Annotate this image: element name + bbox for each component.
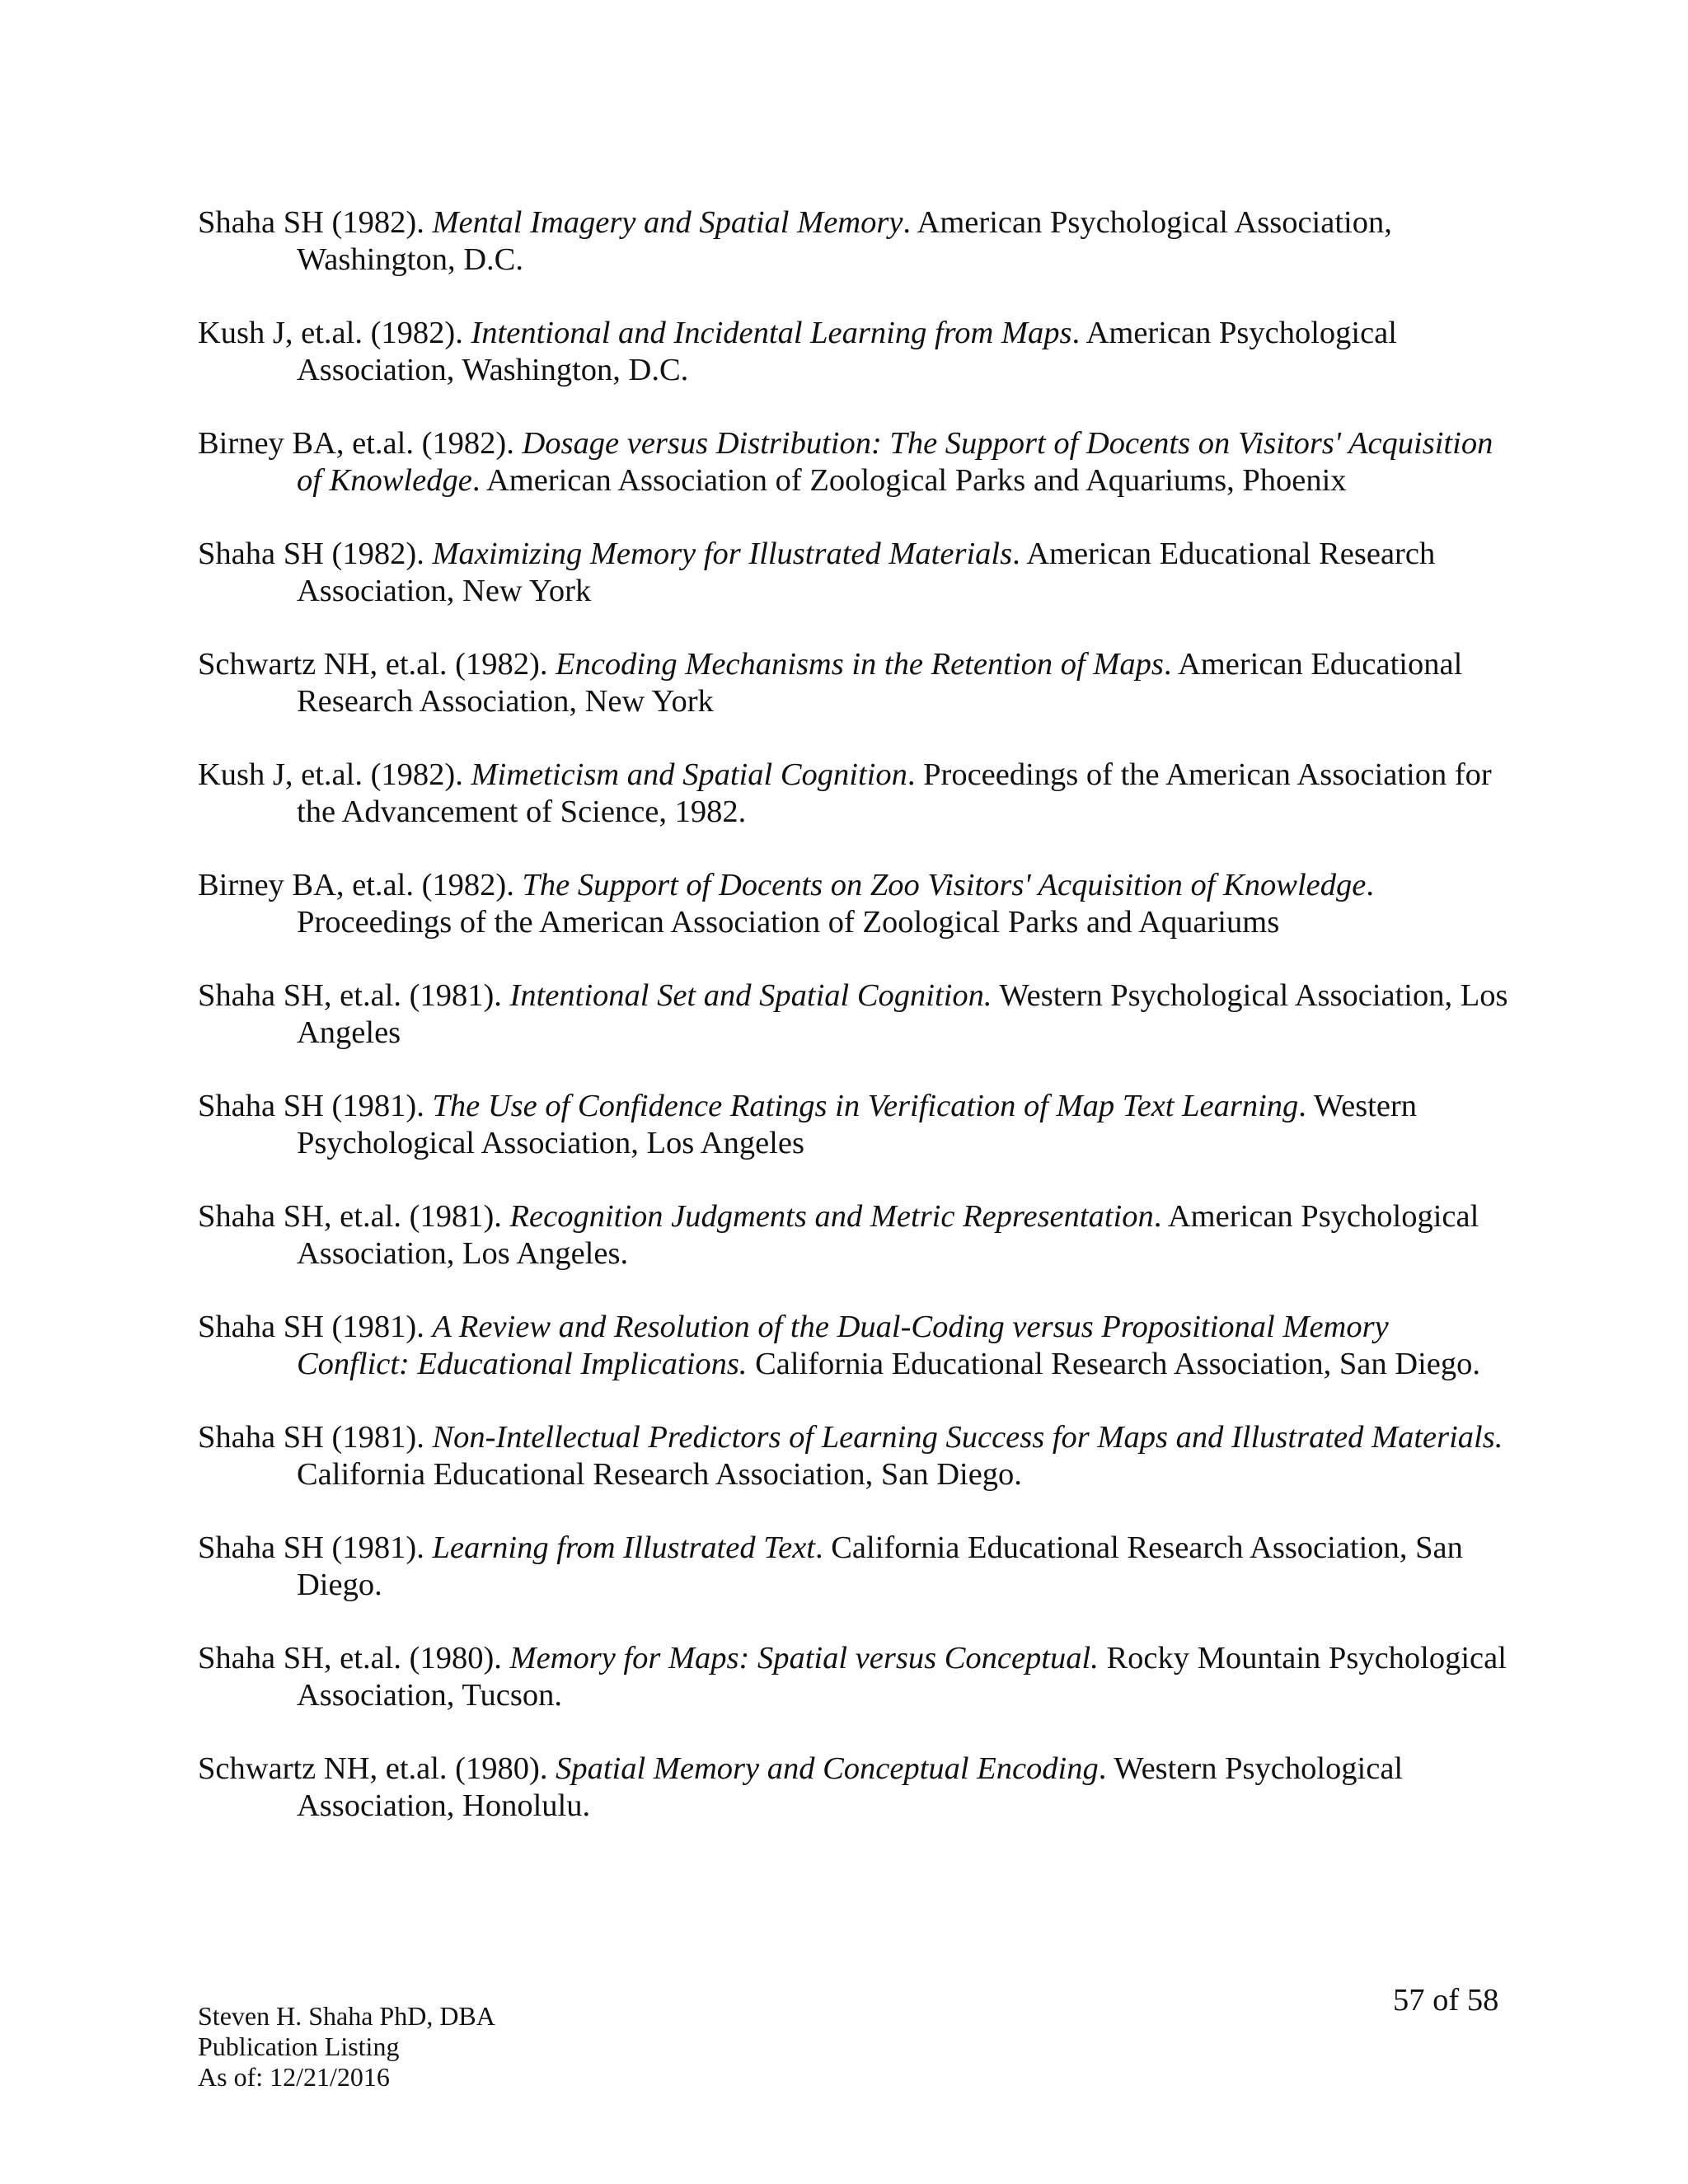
reference-list	[198, 204, 1508, 1861]
reference-title: Spatial Memory and Conceptual Encoding	[556, 1751, 1099, 1786]
reference-title: Intentional Set and Spatial Cognition.	[509, 978, 992, 1013]
reference-authors-year: Shaha SH, et.al. (1981).	[198, 978, 510, 1013]
reference-title: Mimeticism and Spatial Cognition	[471, 757, 907, 792]
reference-authors-year: Shaha SH (1981).	[198, 1089, 433, 1123]
reference-venue: Western Psychological Association, Los Angeles	[297, 978, 1508, 1050]
footer-date: As of: 12/21/2016	[198, 2062, 390, 2092]
footer-author: Steven H. Shaha PhD, DBA	[198, 2001, 495, 2031]
reference-venue: . American Educational Research Association, New York	[297, 537, 1436, 608]
reference-item	[198, 1750, 1508, 1825]
reference-authors-year: Shaha SH (1982).	[198, 537, 433, 571]
reference-authors-year: Schwartz NH, et.al. (1980).	[198, 1751, 556, 1786]
reference-authors-year: Shaha SH (1981).	[198, 1310, 433, 1344]
reference-title: Dosage versus Distribution: The Support of Docents on Visitors' Acquisition of Knowledge	[297, 426, 1493, 498]
reference-item	[198, 1419, 1508, 1493]
reference-item	[198, 867, 1508, 941]
reference-item	[198, 1088, 1508, 1162]
reference-venue: . Western Psychological Association, Los Angeles	[297, 1089, 1418, 1160]
reference-title: Maximizing Memory for Illustrated Materials	[432, 537, 1013, 571]
reference-item	[198, 757, 1508, 831]
page-footer	[198, 2001, 495, 2093]
reference-venue: . American Educational Research Association, New York	[297, 647, 1463, 719]
reference-venue: California Educational Research Association, San Diego.	[747, 1347, 1480, 1381]
reference-venue: . American Psychological Association, Washington, D.C.	[297, 205, 1392, 277]
reference-authors-year: Shaha SH, et.al. (1981).	[198, 1199, 510, 1234]
reference-title: Encoding Mechanisms in the Retention of Maps	[556, 647, 1164, 682]
reference-venue: . American Association of Zoological Parks and Aquariums, Phoenix	[471, 463, 1347, 498]
reference-authors-year: Shaha SH, et.al. (1980).	[198, 1641, 510, 1675]
reference-item	[198, 204, 1508, 279]
reference-authors-year: Shaha SH (1981).	[198, 1530, 433, 1565]
reference-venue: . American Psychological Association, Los Angeles.	[297, 1199, 1479, 1271]
reference-authors-year: Schwartz NH, et.al. (1982).	[198, 647, 556, 682]
reference-title: Recognition Judgments and Metric Representation	[509, 1199, 1154, 1234]
reference-authors-year: Birney BA, et.al. (1982).	[198, 426, 523, 461]
reference-title: A Review and Resolution of the Dual-Coding versus Propositional Memory Conflict: Educational Implications.	[297, 1310, 1389, 1381]
footer-document-name: Publication Listing	[198, 2032, 400, 2061]
reference-title: Learning from Illustrated Text	[432, 1530, 815, 1565]
reference-venue: Rocky Mountain Psychological Association, Tucson.	[297, 1641, 1507, 1713]
reference-authors-year: Shaha SH (1982).	[198, 205, 433, 240]
reference-venue: . California Educational Research Association, San Diego.	[297, 1530, 1463, 1602]
reference-title: Mental Imagery and Spatial Memory	[432, 205, 903, 240]
reference-item	[198, 315, 1508, 389]
reference-item	[198, 646, 1508, 720]
reference-title: Intentional and Incidental Learning from Maps	[471, 316, 1072, 350]
reference-item	[198, 1198, 1508, 1272]
reference-title: The Support of Docents on Zoo Visitors' Acquisition of Knowledge	[522, 868, 1367, 902]
reference-venue: . American Psychological Association, Washington, D.C.	[297, 316, 1397, 387]
reference-title: Non-Intellectual Predictors of Learning Success for Maps and Illustrated Materials.	[432, 1420, 1503, 1455]
reference-item	[198, 536, 1508, 610]
reference-item	[198, 1309, 1508, 1383]
reference-item	[198, 425, 1508, 499]
reference-authors-year: Birney BA, et.al. (1982).	[198, 868, 523, 902]
reference-title: The Use of Confidence Ratings in Verification of Map Text Learning	[432, 1089, 1299, 1123]
reference-title: Memory for Maps: Spatial versus Conceptual.	[509, 1641, 1099, 1675]
page-number: 57 of 58	[1393, 1983, 1499, 2018]
reference-authors-year: Kush J, et.al. (1982).	[198, 316, 471, 350]
reference-authors-year: Shaha SH (1981).	[198, 1420, 433, 1455]
reference-venue: . Western Psychological Association, Honolulu.	[297, 1751, 1404, 1823]
reference-venue: . Proceedings of the American Association for the Advancement of Science, 1982.	[297, 757, 1492, 829]
reference-venue: . Proceedings of the American Association of Zoological Parks and Aquariums	[297, 868, 1374, 940]
reference-venue: California Educational Research Association, San Diego.	[297, 1457, 1022, 1492]
reference-item	[198, 1530, 1508, 1604]
reference-item	[198, 1640, 1508, 1714]
reference-item	[198, 977, 1508, 1052]
reference-authors-year: Kush J, et.al. (1982).	[198, 757, 471, 792]
